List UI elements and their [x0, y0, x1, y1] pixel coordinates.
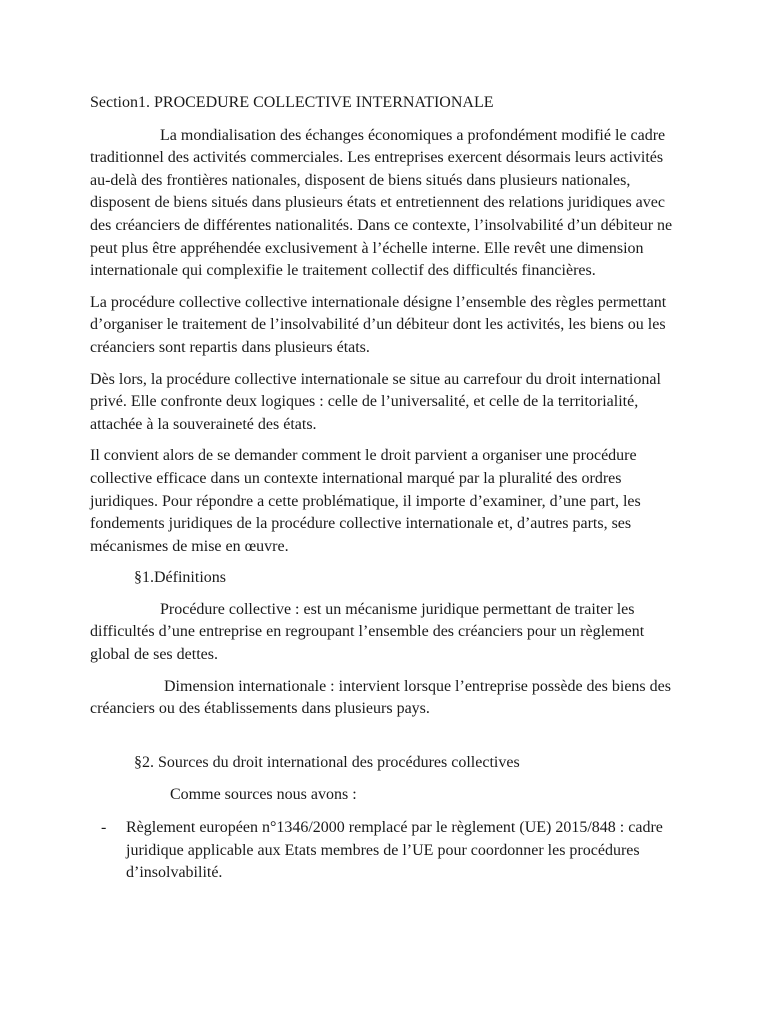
- list-item: [90, 817, 684, 885]
- definitions-heading: §1.Définitions: [134, 569, 226, 587]
- sources-intro: Comme sources nous avons :: [170, 786, 357, 804]
- definition-procedure-collective: Procédure collective : est un mécanisme juridique permettant de traiter les difficultés d’une entreprise en regroupant l’ensemble des créanciers pour un règlement global de ses dettes.: [90, 600, 645, 664]
- context-paragraph: Dès lors, la procédure collective internationale se situe au carrefour du droit international privé. Elle confronte deux logiques : celle de l’universalité, et celle de la territorialité, attachée à la souveraineté des états.: [90, 370, 661, 433]
- definition-paragraph: La procédure collective collective internationale désigne l’ensemble des règles permettant d’organiser le traitement de l’insolvabilité d’un débiteur dont les activités, les biens ou les créanciers sont repartis dans plusieurs états.: [90, 293, 667, 356]
- intro-paragraph: La mondialisation des échanges économiques a profondément modifié le cadre traditionnel des activités commerciales. Les entreprises exercent désormais leurs activités au-delà des frontières nationales, disposent de biens situés dans plusieurs nationales, disposent de biens situés dans plusieurs états et entretiennent des relations juridiques avec des créanciers de différentes nationalités. Dans ce contexte, l’insolvabilité d’un débiteur ne peut plus être appréhendée exclusivement à l’échelle interne. Elle revêt une dimension internationale qui complexifie le traitement collectif des difficultés financières.: [90, 126, 673, 280]
- sources-list: [90, 817, 684, 885]
- sources-heading: §2. Sources du droit international des procédures collectives: [134, 753, 520, 771]
- document-body: [90, 92, 684, 885]
- section-title: Section1. PROCEDURE COLLECTIVE INTERNATIONALE: [90, 94, 494, 111]
- list-item-text: Règlement européen n°1346/2000 remplacé par le règlement (UE) 2015/848 : cadre juridique applicable aux Etats membres de l’UE pour coordonner les procédures d’insolvabilité.: [126, 819, 663, 882]
- definition-dimension-internationale: Dimension internationale : intervient lorsque l’entreprise possède des biens des créanciers ou des établissements dans plusieurs pays.: [90, 677, 671, 718]
- problem-paragraph: Il convient alors de se demander comment le droit parvient a organiser une procédure collective efficace dans un contexte international marqué par la pluralité des ordres juridiques. Pour répondre a cette problématique, il importe d’examiner, d’une part, les fondements juridiques de la procédure collective internationale et, d’autres parts, ses mécanismes de mise en œuvre.: [90, 447, 641, 555]
- dash-bullet: -: [101, 819, 107, 837]
